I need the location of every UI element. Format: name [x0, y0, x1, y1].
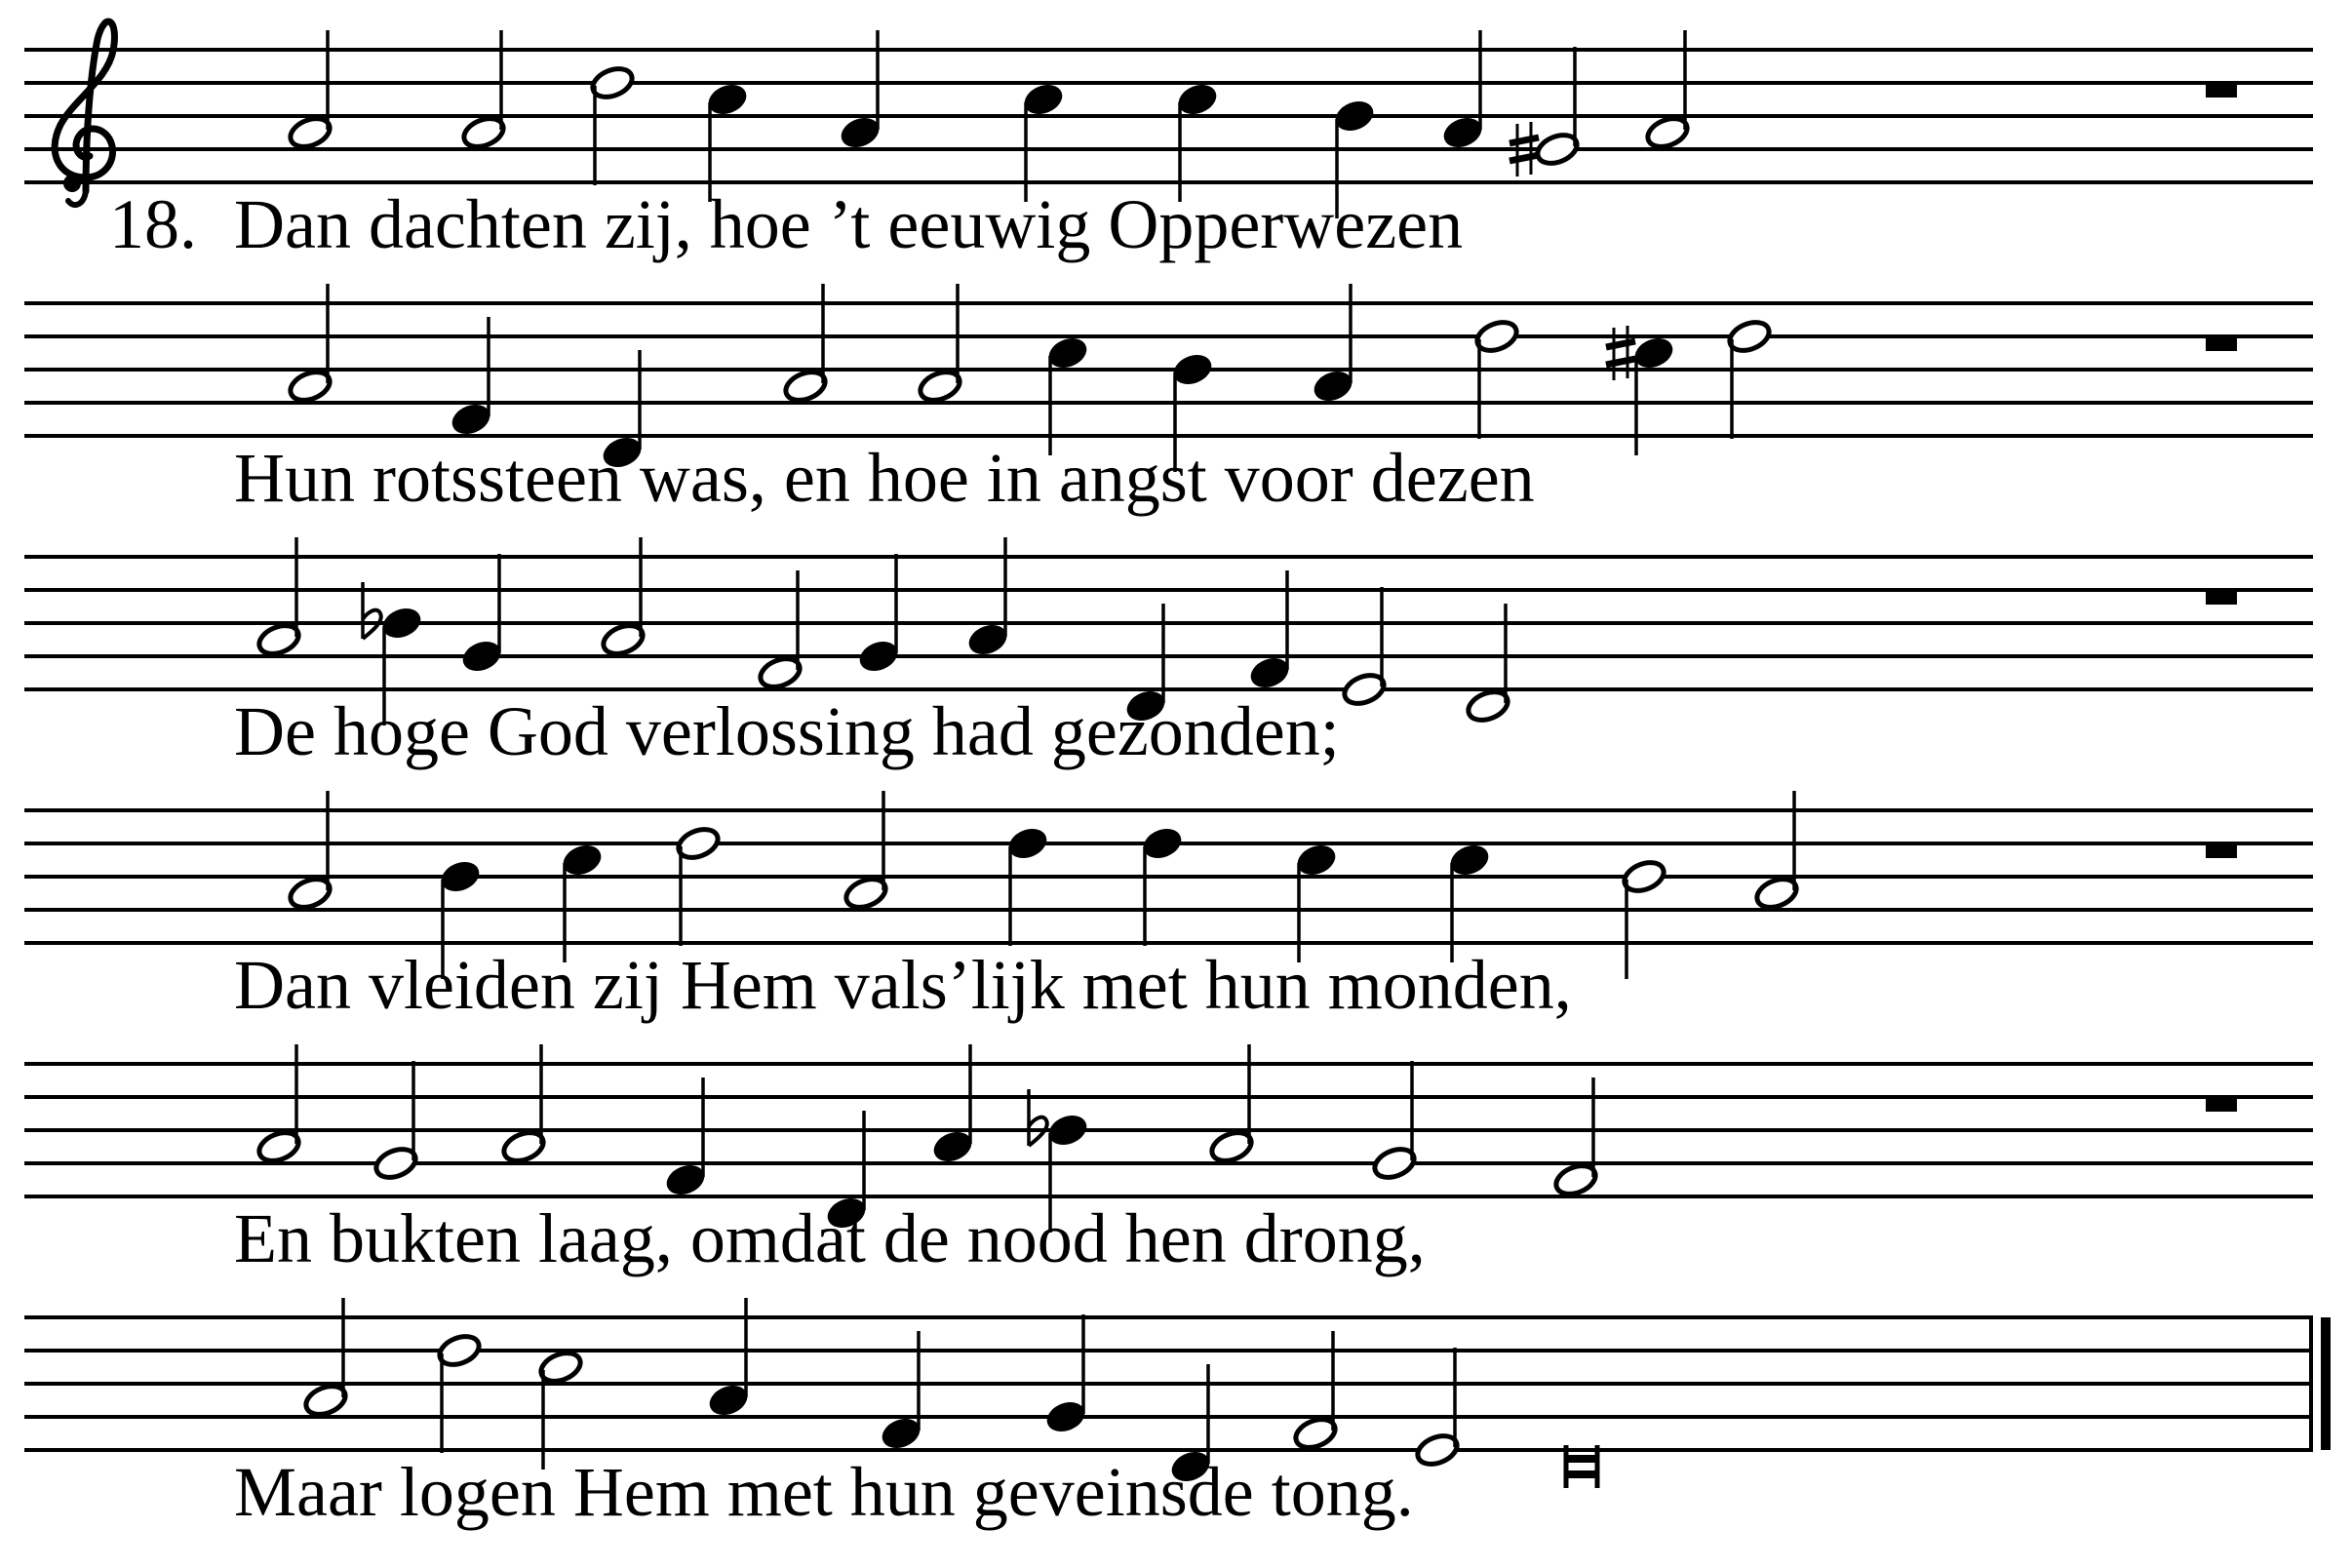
rest-icon: [2206, 1098, 2237, 1112]
quarter-note-head: [1295, 842, 1339, 879]
staff-lines: [24, 50, 2313, 182]
note: [1044, 1314, 1088, 1435]
note: [1509, 47, 1581, 176]
quarter-note-head: [1022, 81, 1066, 118]
quarter-note-head: [1448, 842, 1492, 879]
staff-system-2: [24, 284, 2313, 517]
quarter-note-head: [1248, 654, 1292, 691]
quarter-note-head: [1312, 368, 1355, 405]
quarter-note-head: [880, 1415, 923, 1452]
rest-icon: [2206, 844, 2237, 858]
verse-number: 18.: [109, 185, 197, 263]
quarter-note-head: [1441, 114, 1485, 151]
staff-system-5: [24, 1044, 2313, 1277]
quarter-note-head: [1046, 1112, 1090, 1149]
quarter-note-head: [460, 638, 504, 675]
sharp-icon: [1606, 326, 1635, 380]
staff-lines: [24, 1064, 2313, 1196]
quarter-note-head: [706, 81, 750, 118]
lyric-line-5: En bukten laag, omdat de nood hen drong,: [234, 1199, 1426, 1277]
note: [589, 63, 637, 185]
quarter-note-head: [664, 1161, 708, 1198]
quarter-note-head: [1333, 98, 1377, 135]
rest-icon: [2206, 337, 2237, 351]
staff-lines: [24, 303, 2313, 436]
staff-end: [2206, 844, 2237, 858]
lyric-line-4: Dan vleiden zij Hem vals’lijk met hun monden,: [234, 946, 1572, 1024]
note: [1726, 317, 1774, 439]
lyric-line-6: Maar logen Hem met hun geveinsde tong.: [234, 1453, 1414, 1531]
staff-system-6: [24, 1298, 2326, 1531]
quarter-note-head: [1046, 334, 1090, 372]
rest-icon: [2206, 591, 2237, 605]
quarter-note-head: [857, 638, 901, 675]
lyric-line-1: Dan dachten zij, hoe ’t eeuwig Opperwezen: [234, 185, 1464, 263]
quarter-note-head: [380, 605, 424, 642]
note: [372, 1061, 420, 1183]
note: [1473, 317, 1521, 439]
staff-end: [2206, 337, 2237, 351]
quarter-note-head: [450, 401, 493, 438]
quarter-note-head: [707, 1382, 751, 1419]
staff-system-1: [24, 30, 2313, 263]
quarter-note-head: [931, 1128, 975, 1165]
quarter-note-head: [439, 858, 483, 895]
note: [1006, 825, 1050, 946]
staff-end: [2206, 84, 2237, 98]
staff-end: [2206, 591, 2237, 605]
lyric-line-3: De hoge God verlossing had gezonden;: [234, 692, 1340, 770]
quarter-note-head: [1171, 351, 1215, 388]
quarter-note-head: [1044, 1398, 1088, 1435]
note: [460, 554, 504, 675]
note: [1414, 1348, 1462, 1470]
staff-system-4: [24, 791, 2313, 1024]
note: [675, 824, 723, 946]
quarter-note-head: [1176, 81, 1220, 118]
note: [857, 554, 901, 675]
note: [1621, 857, 1668, 979]
staff-end: [2206, 1098, 2237, 1112]
note: [1141, 825, 1185, 946]
quarter-note-head: [1006, 825, 1050, 862]
note: [436, 1331, 484, 1453]
staff-system-3: [24, 537, 2313, 770]
quarter-note-head: [1632, 334, 1676, 372]
lyric-line-2: Hun rotssteen was, en hoe in angst voor dezen: [234, 439, 1535, 517]
note: [1371, 1061, 1419, 1183]
note: [1341, 587, 1389, 709]
staff-lines: [24, 1317, 2313, 1450]
quarter-note-head: [966, 621, 1010, 658]
quarter-note-head: [1141, 825, 1185, 862]
staff-lines: [24, 557, 2313, 689]
quarter-note-head: [839, 114, 882, 151]
quarter-note-head: [561, 842, 605, 879]
staff-end: [2311, 1317, 2326, 1450]
rest-icon: [2206, 84, 2237, 98]
